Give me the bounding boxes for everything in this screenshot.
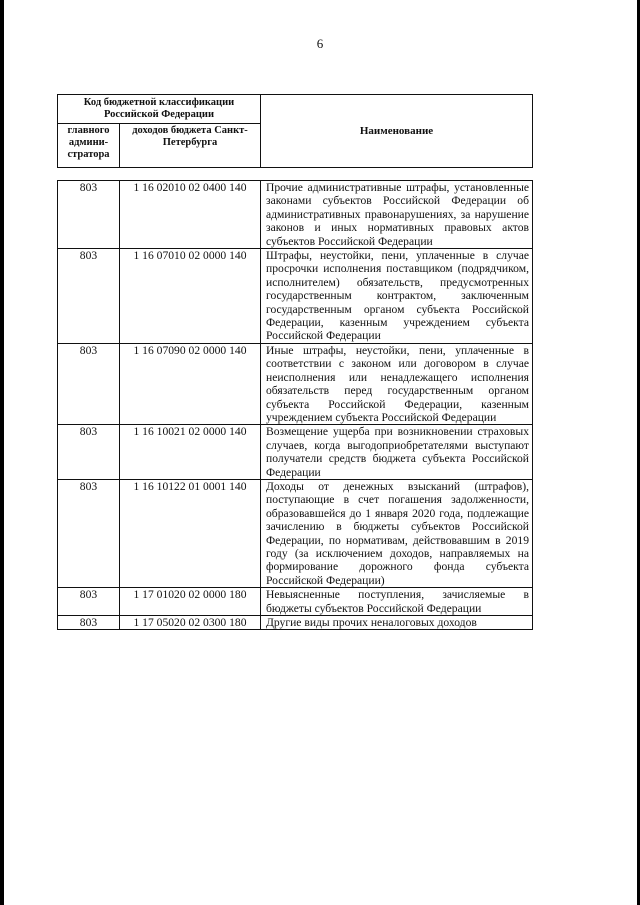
scan-edge-left [0, 0, 4, 905]
income-name-cell: Штрафы, неустойки, пени, уплаченные в случае просрочки исполнения поставщиком (подрядчиком, исполнителем) обязательств, предусмотренных государственным контрактом, заключенным государственным органом субъекта Российской Федерации, казенным учреждением субъекта Российской Федерации [261, 249, 533, 344]
table-row [58, 425, 533, 480]
income-code-cell: 1 16 07010 02 0000 140 [120, 249, 261, 344]
income-name-cell: Невыясненные поступления, зачисляемые в бюджеты субъектов Российской Федерации [261, 588, 533, 616]
income-name-cell: Возмещение ущерба при возникновении страховых случаев, когда выгодоприобретателями выступают получатели средств бюджета субъекта Российской Федерации [261, 425, 533, 480]
admin-code-cell: 803 [58, 588, 120, 616]
income-name-cell: Другие виды прочих неналоговых доходов [261, 616, 533, 630]
table-row [58, 588, 533, 616]
income-name-cell: Прочие административные штрафы, установленные законами субъектов Российской Федерации об административных правонарушениях, за нарушение законов и иных нормативных правовых актов субъектов Российской Федерации [261, 181, 533, 249]
table-row [58, 616, 533, 630]
name-column-header: Наименование [261, 95, 533, 168]
income-name-cell: Доходы от денежных взысканий (штрафов), поступающие в счет погашения задолженности, образовавшейся до 1 января 2020 года, подлежащие зачислению в бюджеты субъектов Российской Федерации, по нормативам, действовавшим в 2019 году (за исключением доходов, направляемых на формирование дорожного фонда субъекта Российской Федерации) [261, 479, 533, 587]
admin-code-cell: 803 [58, 479, 120, 587]
income-column-header: доходов бюджета Санкт-Петербурга [120, 124, 261, 168]
budget-code-group-header: Код бюджетной классификации Российской Федерации [58, 95, 261, 124]
admin-code-cell: 803 [58, 425, 120, 480]
income-code-cell: 1 16 07090 02 0000 140 [120, 343, 261, 424]
table-row [58, 343, 533, 424]
income-codes-table [57, 180, 533, 630]
income-code-cell: 1 16 02010 02 0400 140 [120, 181, 261, 249]
admin-code-cell: 803 [58, 181, 120, 249]
page-number: 6 [316, 36, 324, 51]
admin-code-cell: 803 [58, 249, 120, 344]
table-row [58, 181, 533, 249]
income-code-cell: 1 17 01020 02 0000 180 [120, 588, 261, 616]
income-code-cell: 1 16 10122 01 0001 140 [120, 479, 261, 587]
income-code-cell: 1 17 05020 02 0300 180 [120, 616, 261, 630]
admin-code-cell: 803 [58, 616, 120, 630]
table-row [58, 479, 533, 587]
admin-column-header: главного админи-стратора [58, 124, 120, 168]
classification-header-table [57, 94, 533, 168]
table-row [58, 249, 533, 344]
income-code-cell: 1 16 10021 02 0000 140 [120, 425, 261, 480]
admin-code-cell: 803 [58, 343, 120, 424]
income-name-cell: Иные штрафы, неустойки, пени, уплаченные в соответствии с законом или договором в случае неисполнения или ненадлежащего исполнения обязательств перед государственным органом субъекта Российской Федерации, казенным учреждением субъекта Российской Федерации [261, 343, 533, 424]
